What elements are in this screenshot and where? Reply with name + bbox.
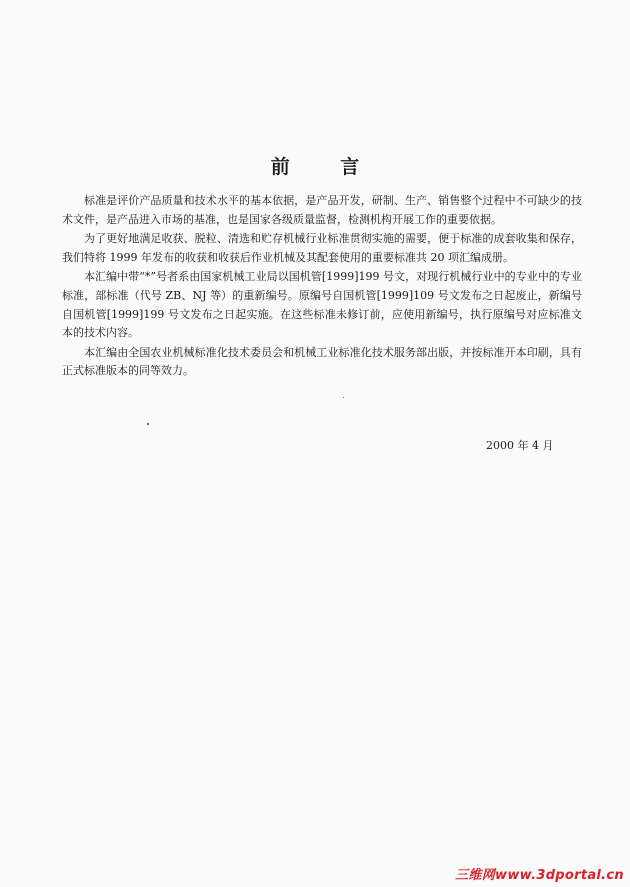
paragraph-1: 标准是评价产品质量和技术水平的基本依据，是产品开发，研制、生产、销售整个过程中不可缺少的技术文件，是产品进入市场的基准，也是国家各级质量监督，检测机构开展工作的重要依据。: [62, 194, 582, 226]
page-title: 前 言: [270, 156, 382, 178]
preface-body: [62, 192, 582, 382]
scan-speck: [343, 397, 344, 398]
paragraph-2: 为了更好地满足收获、脱粒、清选和贮存机械行业标准贯彻实施的需要，便于标准的成套收集和保存，我们特将 1999 年发布的收获和收获后作业机械及其配套使用的重要标准共 20 项汇编成册。: [62, 232, 582, 264]
publication-date: 2000 年 4 月: [486, 439, 554, 452]
scan-speck: [147, 423, 149, 425]
site-watermark: 三维网www.3dportal.cn: [455, 868, 624, 883]
paragraph-4: 本汇编由全国农业机械标准化技术委员会和机械工业标准化技术服务部出版，并按标准开本印刷，具有正式标准版本的同等效力。: [62, 345, 582, 378]
paragraph-3: 本汇编中带“*”号者系由国家机械工业局以国机管[1999]199 号文，对现行机械行业中的专业中的专业标准，部标准（代号 ZB、NJ 等）的重新编号。原编号自国机管[1999]109 号文发布之日起废止，新编号自国机管[1999]199 号文发布之日起实施。在这些标准未修订前，应使用新编号，执行原编号对应标准文本的技术内容。: [62, 270, 582, 340]
